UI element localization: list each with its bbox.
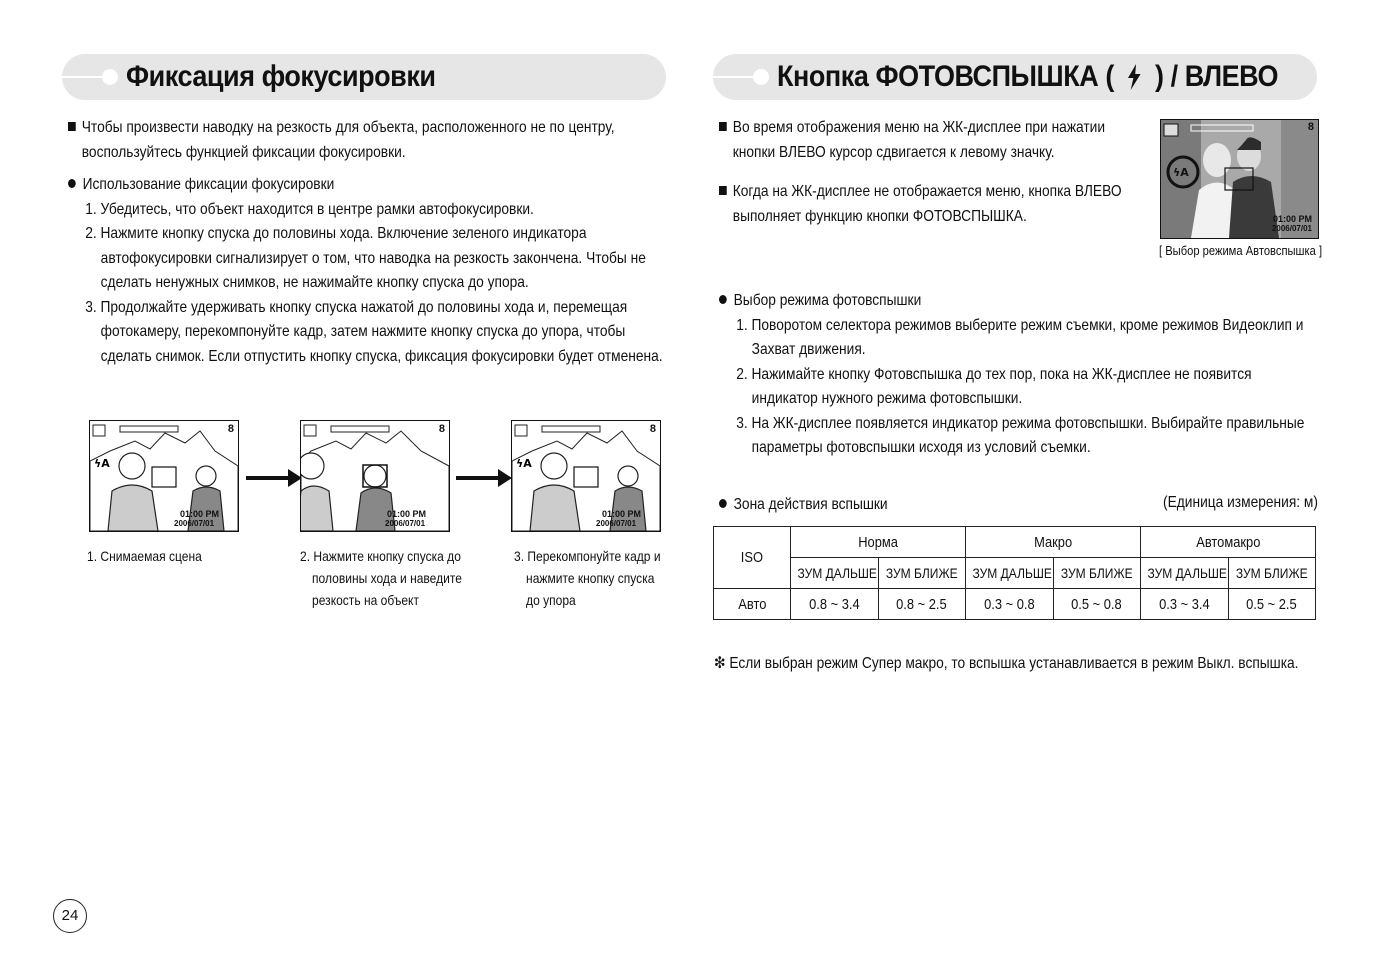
- footnote: ❇ Если выбран режим Супер макро, то вспышка устанавливается в режим Выкл. вспышка.: [714, 655, 1299, 672]
- caption-line: нажмите кнопку спуска: [526, 570, 655, 586]
- caption-3: [514, 545, 661, 611]
- table-header-row: [714, 527, 1316, 558]
- flash-step-2-cont: индикатор нужного режима фотовспышки.: [751, 390, 1023, 407]
- camera-photo-lcd: [1160, 119, 1319, 239]
- caption-line: до упора: [526, 592, 576, 608]
- sub-header: ЗУМ ДАЛЬШЕ: [791, 558, 879, 589]
- round-bullet-icon: [719, 295, 727, 304]
- step-3-cont: сделать снимок. Если отпустить кнопку спуска, фиксация фокусировки будет отменена.: [100, 347, 663, 365]
- flash-step-1-cont: Захват движения.: [751, 341, 866, 358]
- table-cell: 0.8 ~ 2.5: [878, 589, 966, 620]
- lcd-scene-2: [300, 420, 450, 532]
- caption-line: 2. Нажмите кнопку спуска до: [300, 548, 461, 564]
- group-header: Макро: [966, 527, 1141, 558]
- right-section-header: [713, 54, 1317, 100]
- caption-line: 3. Перекомпонуйте кадр и: [514, 548, 661, 564]
- lcd-time: 01:00 PM: [387, 509, 427, 519]
- square-bullet-icon: [719, 122, 727, 131]
- shot-count: 8: [649, 423, 656, 435]
- lcd-scene-1: [89, 420, 239, 532]
- table-cell: 0.5 ~ 2.5: [1228, 589, 1316, 620]
- title-text: ) / ВЛЕВО: [1155, 60, 1279, 93]
- left-usage: [68, 173, 663, 369]
- caption-2: [300, 545, 462, 611]
- table-cell: 0.5 ~ 0.8: [1053, 589, 1141, 620]
- shot-count: 8: [438, 423, 445, 435]
- sub-header: ЗУМ БЛИЖЕ: [1053, 558, 1141, 589]
- intro-line: воспользуйтесь функцией фиксации фокусировки.: [81, 143, 406, 161]
- shot-count: 8: [227, 423, 234, 435]
- header-dot-decoration: [753, 69, 769, 85]
- table-cell: 0.8 ~ 3.4: [791, 589, 879, 620]
- lcd-date: 2006/07/01: [385, 519, 426, 528]
- table-cell: 0.3 ~ 0.8: [966, 589, 1054, 620]
- lcd-date: 2006/07/01: [1271, 224, 1312, 233]
- zone-heading: [719, 493, 888, 518]
- svg-text:ϟA: ϟA: [1173, 166, 1189, 179]
- note-line: Во время отображения меню на ЖК-дисплее при нажатии: [732, 119, 1106, 136]
- table-cell: 0.3 ~ 3.4: [1141, 589, 1229, 620]
- row-label: Авто: [714, 589, 791, 620]
- caption-line: половины хода и наведите: [312, 570, 462, 586]
- photo-caption: [ Выбор режима Автовспышка ]: [1159, 243, 1323, 258]
- scene-illustration: [301, 421, 449, 531]
- sub-header: ЗУМ БЛИЖЕ: [1228, 558, 1316, 589]
- flash-step-2: 2. Нажимайте кнопку Фотовспышка до тех пор, пока на ЖК-дисплее не появится: [736, 365, 1252, 383]
- flash-range-table: [713, 526, 1316, 620]
- sub-header: ЗУМ ДАЛЬШЕ: [966, 558, 1054, 589]
- left-section-title: Фиксация фокусировки: [126, 60, 436, 93]
- header-dot-decoration: [102, 69, 118, 85]
- left-section-header: [62, 54, 666, 100]
- intro-line: Чтобы произвести наводку на резкость для объекта, расположенного не по центру,: [81, 119, 615, 136]
- step-3-cont: фотокамеру, перекомпонуйте кадр, затем нажмите кнопку спуска до упора, чтобы: [100, 323, 626, 340]
- caption-1: [87, 545, 202, 567]
- shot-count: 8: [1307, 121, 1314, 133]
- right-section-title: [777, 60, 1278, 94]
- header-line-decoration: [713, 76, 757, 78]
- flash-icon: [1126, 64, 1142, 90]
- right-notes: [719, 116, 1122, 229]
- zone-heading-text: Зона действия вспышки: [733, 496, 888, 513]
- step-1: 1. Убедитесь, что объект находится в центре рамки автофокусировки.: [85, 200, 534, 218]
- note-line: выполняет функцию кнопки ФОТОВСПЫШКА.: [732, 207, 1027, 225]
- title-text: Кнопка ФОТОВСПЫШКА (: [777, 60, 1114, 93]
- header-line-decoration: [62, 76, 106, 78]
- flash-heading: Выбор режима фотовспышки: [733, 292, 922, 309]
- table-subheader-row: [714, 558, 1316, 589]
- step-3: 3. Продолжайте удерживать кнопку спуска нажатой до половины хода и, перемещая: [85, 298, 628, 316]
- left-intro: [68, 116, 615, 165]
- flash-step-3-cont: параметры фотовспышки исходя из условий съемки.: [751, 439, 1091, 456]
- table-row: [714, 589, 1316, 620]
- unit-label: (Единица измерения: м): [1163, 494, 1318, 511]
- flash-mode-section: [719, 289, 1304, 461]
- page-number: 24: [53, 899, 87, 933]
- caption-line: резкость на объект: [312, 592, 419, 608]
- lcd-date: 2006/07/01: [596, 519, 637, 528]
- note-line: кнопки ВЛЕВО курсор сдвигается к левому значку.: [732, 143, 1055, 161]
- step-2-cont: автофокусировки сигнализирует о том, что наводка на резкость закончена. Чтобы не: [100, 249, 646, 267]
- lcd-date: 2006/07/01: [174, 519, 215, 528]
- lcd-scene-3: [511, 420, 661, 532]
- arrow-right-icon: [456, 476, 500, 480]
- lcd-time: 01:00 PM: [180, 509, 220, 519]
- group-header: Автомакро: [1141, 527, 1316, 558]
- group-header: Норма: [791, 527, 966, 558]
- arrow-right-icon: [246, 476, 290, 480]
- usage-heading: Использование фиксации фокусировки: [82, 176, 335, 193]
- round-bullet-icon: [68, 179, 76, 188]
- step-2: 2. Нажмите кнопку спуска до половины хода. Включение зеленого индикатора: [85, 225, 587, 242]
- iso-header: ISO: [714, 527, 791, 589]
- step-2-cont: сделать ненужных снимков, не нажимайте кнопку спуска до упора.: [100, 274, 529, 291]
- note-line: Когда на ЖК-дисплее не отображается меню, кнопка ВЛЕВО: [732, 183, 1122, 200]
- flash-step-1: 1. Поворотом селектора режимов выберите режим съемки, кроме режимов Видеоклип и: [736, 316, 1304, 334]
- square-bullet-icon: [68, 122, 76, 131]
- square-bullet-icon: [719, 186, 727, 195]
- caption-line: 1. Снимаемая сцена: [87, 548, 202, 564]
- round-bullet-icon: [719, 499, 727, 508]
- lcd-time: 01:00 PM: [602, 509, 642, 519]
- svg-text:ϟA: ϟA: [94, 457, 110, 470]
- svg-text:ϟA: ϟA: [516, 457, 532, 470]
- sub-header: ЗУМ БЛИЖЕ: [878, 558, 966, 589]
- lcd-time: 01:00 PM: [1272, 214, 1312, 224]
- sub-header: ЗУМ ДАЛЬШЕ: [1141, 558, 1229, 589]
- flash-step-3: 3. На ЖК-дисплее появляется индикатор режима фотовспышки. Выбирайте правильные: [736, 414, 1305, 432]
